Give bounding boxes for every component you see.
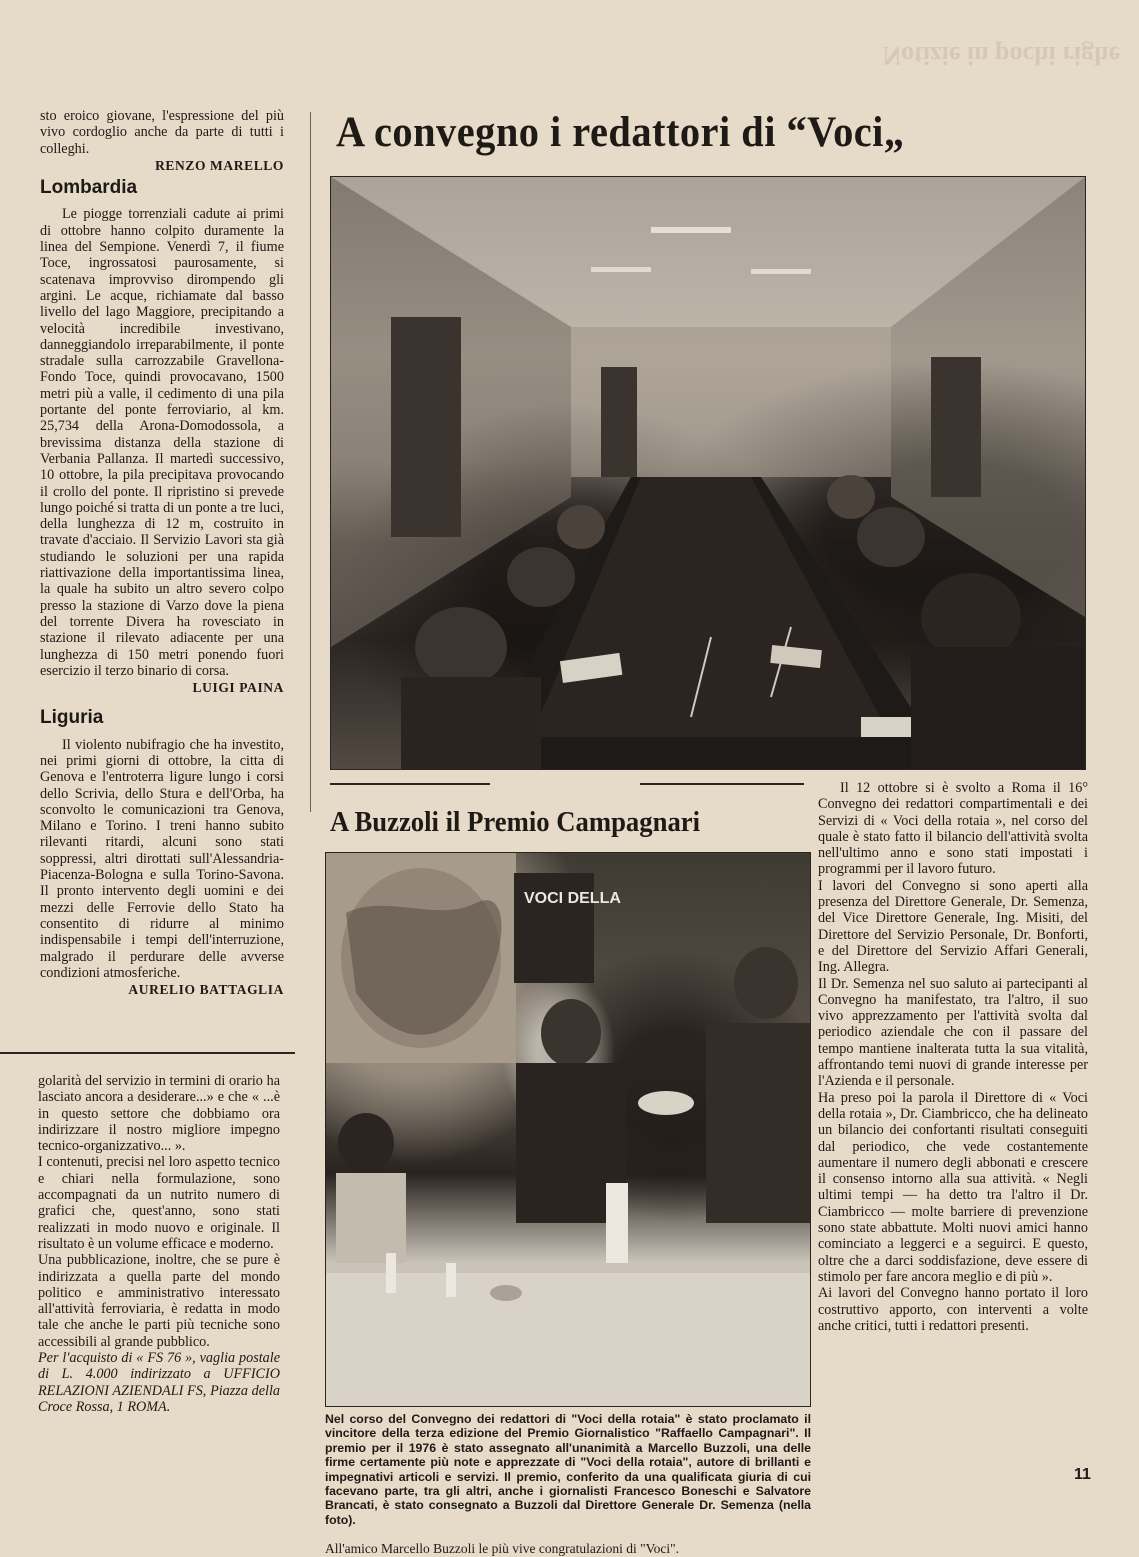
meeting-photo xyxy=(330,176,1086,770)
convegno-paragraph-3: Il Dr. Semenza nel suo saluto ai partecipanti al Convegno ha manifestato, tra l'altro, il suo vivo apprezzamento per l'attività svolta dal periodico aziendale che con il passare del tempo mantiene inalterata tutta la sua vitalità, affrontando temi nuovi di grande interesse per l'Azienda e il personale. xyxy=(818,975,1088,1090)
left-column-top xyxy=(40,108,284,1002)
signature-marello: RENZO MARELLO xyxy=(155,157,284,173)
sub-article-title: A Buzzoli il Premio Campagnari xyxy=(330,806,701,838)
subtitle-rule-right xyxy=(640,783,804,785)
convegno-paragraph-5: Ai lavori del Convegno hanno portato il loro costruttivo apporto, con interventi a volte anche critici, tutti i redattori presenti. xyxy=(818,1285,1088,1334)
award-photo-caption: Nel corso del Convegno dei redattori di "Voci della rotaia" è stato proclamato il vincitore della terza edizione del Premio Giornalistico "Raffaello Campagnari". Il premio per il 1976 è stato assegnato all'unanimità a Marcello Buzzoli, una delle firme certamente più note e apprezzate di "Voci della rotaia", autore di brillanti e impegnativi articoli e servizi. Il premio, conferito da una qualificata giuria di cui facevano parte, tra gli altri, anche i giornalisti Francesco Boneschi e Salvatore Brancati, è stato consegnato a Buzzoli dal Direttore Generale Dr. Semenza (nella foto). xyxy=(325,1412,811,1527)
left-column-bottom xyxy=(38,1073,280,1415)
fs76-paragraph-3: Una pubblicazione, inoltre, che se pure è indirizzata a quella parte del mondo politico e amministrativo interessato all'attività ferroviaria, è redatta in modo tale che anche le parti più tecniche sono accessibili al grande pubblico. xyxy=(38,1252,280,1350)
fs76-paragraph-2: I contenuti, precisi nel loro aspetto tecnico e chiari nella formulazione, sono accompagnati da un nutrito numero di grafici che, quest'anno, sono stati realizzati in modo nuovo e originale. Il risultato è un volume efficace e moderno. xyxy=(38,1154,280,1252)
voci-sign-text: VOCI DELLA xyxy=(524,890,621,907)
convegno-paragraph-1: Il 12 ottobre si è svolto a Roma il 16° Convegno dei redattori compartimentali e dei Servizi di « Voci della rotaia », nel corso del quale è stato fatto il bilancio dell'attività svolta nell'ultimo anno e sono stati impostati i programmi per il lavoro futuro. xyxy=(818,780,1088,878)
award-photo xyxy=(325,852,811,1407)
right-column xyxy=(818,780,1088,1334)
faded-show-through-header: Notizie in pochi righe xyxy=(882,41,1120,70)
intro-text: sto eroico giovane, l'espressione del più vivo cordoglio anche da parte di tutti i colleghi. xyxy=(40,108,284,157)
fs76-purchase-info: Per l'acquisto di « FS 76 », vaglia postale di L. 4.000 indirizzato a UFFICIO RELAZIONI AZIENDALI FS, Piazza della Croce Rossa, 1 ROMA. xyxy=(38,1350,280,1415)
heading-lombardia: Lombardia xyxy=(40,177,138,199)
signature-battaglia: AURELIO BATTAGLIA xyxy=(128,982,284,998)
meeting-photo-illustration xyxy=(331,177,1085,769)
congratulations-line: All'amico Marcello Buzzoli le più vive congratulazioni di "Voci". xyxy=(325,1541,679,1556)
convegno-paragraph-4: Ha preso poi la parola il Direttore di « Voci della rotaia », Dr. Ciambricco, che ha delineato un bilancio dei confortanti risultati conseguiti dal periodico, che vede costantemente aumentare il numero degli abbonati e crescere il consenso intorno alla sua attività. « Negli ultimi tempi — ha detto tra l'altro il Dr. Ciambricco — molte barriere di prevenzione sono state abbattute. Molti nuovi amici hanno cominciato a leggerci e a seguirci. E questo, oltre che a darci soddisfazione, deve essere di stimolo per fare ancora meglio e di più ». xyxy=(818,1089,1088,1285)
lombardia-text: Le piogge torrenziali cadute ai primi di ottobre hanno colpito duramente la linea del Sempione. Venerdì 7, il fiume Toce, ingrossatosi paurosamente, si scatenava improvviso dirompendo gli argini. Le acque, richiamate dal basso livello del lago Maggiore, precipitando a velocità incredibile investivano, danneggiandolo irreparabilmente, il ponte stradale sulla carrozzabile Gravellona-Fondo Toce, quindi provocavano, 1500 metri più a valle, il cedimento di una pila portante del ponte ferroviario, al km. 25,734 della Arona-Domodossola, a brevissima distanza della stazione di Verbania Pallanza. Il martedì successivo, 10 ottobre, la pila precipitava provocando il crollo del ponte. Il ripristino si prevede lungo poiché si tratta di un ponte a tre luci, della lunghezza di 12 m, costruito in travate d'acciaio. Il Servizio Lavori sta già studiando le soluzioni per una rapida riattivazione della importantissima linea, la quale ha subito un altro severo colpo presso la stazione di Varzo dove la piena del torrente Divera ha rovesciato in stazione il rilevato adiacente per una lunghezza di 150 metri ponendo fuori esercizio il terzo binario di corsa. xyxy=(40,206,284,679)
main-article-title: A convegno i redattori di “Voci„ xyxy=(336,109,905,156)
fs76-paragraph-1: golarità del servizio in termini di orario ha lasciato ancora a desiderare...» e che « ...è in questo settore che dobbiamo ora indirizzare il nostro migliore impegno tecnico-organizzativo... ». xyxy=(38,1073,280,1155)
subtitle-rule-left xyxy=(330,783,490,785)
heading-liguria: Liguria xyxy=(40,707,104,729)
column-rule xyxy=(310,112,311,812)
left-column-divider xyxy=(0,1052,295,1054)
signature-paina: LUIGI PAINA xyxy=(192,680,284,696)
award-photo-illustration xyxy=(326,853,810,1406)
convegno-paragraph-2: I lavori del Convegno si sono aperti alla presenza del Direttore Generale, Dr. Semenza, del Vice Direttore Generale, Ing. Misiti, del Direttore del Servizio Personale, Dr. Bonforti, e del Direttore del Servizio Affari Generali, Ing. Allegra. xyxy=(818,877,1088,976)
liguria-text: Il violento nubifragio che ha investito, nei primi giorni di ottobre, la citta di Genova e l'entroterra ligure lungo i corsi dello Scrivia, dello Stura e dell'Orba, ha sconvolto le comunicazioni tra Genova, Milano e Torino. I treni hanno subito rilevanti ritardi, alcuni sono stati soppressi, altri dirottati sull'Alessandria-Piacenza-Bologna e sulla Torino-Savona. Il pronto intervento degli uomini e dei mezzi delle Ferrovie dello Stato ha consentito di ridurre al minimo indispensabile i tempi dell'interruzione, malgrado il perdurare delle avverse condizioni atmosferiche. xyxy=(40,736,284,981)
page-number: 11 xyxy=(1074,1466,1091,1483)
